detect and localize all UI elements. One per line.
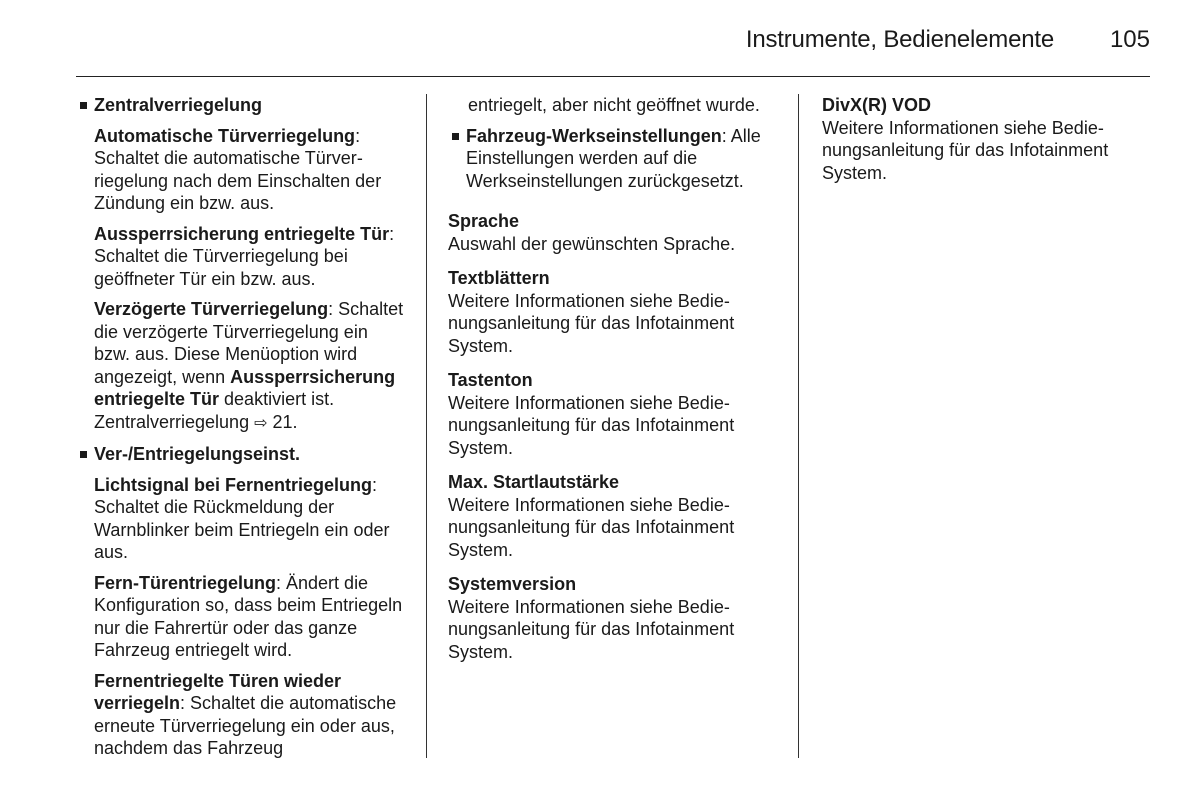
page-reference-arrow-icon: ⇨ — [254, 414, 268, 432]
section-text: Weitere Informationen siehe Bedienungsanleitung für das Infotainment System. — [448, 494, 735, 560]
section-max-startlautstaerke — [448, 471, 784, 561]
column-2 — [448, 94, 784, 675]
option-description: : Schaltet die Türverriegelung bei geöffneter Tür ein bzw. aus. — [94, 223, 395, 289]
section-textblaettern — [448, 267, 784, 357]
section-sprache — [448, 210, 784, 255]
section-text: Weitere Informationen siehe Bedienungsanleitung für das Infotainment System. — [448, 596, 735, 662]
column-divider-1 — [426, 94, 427, 758]
option-term-inline: Aussperrsicherung entriegelte Tür — [94, 366, 396, 409]
column-3 — [822, 94, 1162, 196]
option-lichtsignal — [76, 474, 408, 564]
option-description: : Schaltet die Rückmeldung der Warnblinker beim Entriegeln ein oder aus. — [94, 474, 390, 562]
option-term: Aussperrsicherung entriegelte Tür — [94, 223, 390, 244]
section-text: Weitere Informationen siehe Bedienungsanleitung für das Infotainment System. — [448, 392, 735, 458]
option-fern-tuerentriegelung — [76, 572, 408, 662]
option-term: Fern-Türentriegelung — [94, 572, 277, 593]
bullet-heading: Zentralverriegelung — [94, 95, 263, 115]
page-number: 105 — [1109, 26, 1150, 53]
section-text: Weitere Informationen siehe Bedienungsanleitung für das Infotainment System. — [822, 117, 1109, 183]
option-description: : Schaltet die verzögerte Türverriegelung ein bzw. aus. Diese Menüoption wird angezeigt, wenn — [94, 299, 404, 387]
section-text: Auswahl der gewünschten Sprache. — [448, 233, 736, 254]
option-verzoegerte-tuerverriegelung — [76, 298, 408, 435]
section-text: Weitere Informationen siehe Bedienungsanleitung für das Infotainment System. — [448, 290, 735, 356]
option-term: Fernentriegelte Türen wieder verriegeln — [94, 670, 342, 713]
bullet-description: : Alle Einstellungen werden auf die Werkseinstellungen zurückgesetzt. — [466, 125, 761, 191]
section-tastenton — [448, 369, 784, 459]
option-term: Verzögerte Türverriegelung — [94, 299, 329, 319]
option-term: Lichtsignal bei Fernentriegelung — [94, 474, 373, 495]
section-title: Sprache — [448, 211, 520, 231]
column-1 — [76, 94, 408, 768]
page-title: Instrumente, Bedienelemente — [745, 26, 1054, 53]
section-divx-vod — [822, 94, 1162, 184]
option-description: : Schaltet die automatische erneute Türverriegelung ein oder aus, nachdem das Fahrzeug — [94, 693, 397, 758]
bullet-fahrzeug-werkseinstellungen — [448, 125, 784, 193]
bullet-square-icon — [80, 451, 87, 458]
option-aussperrsicherung — [76, 223, 408, 291]
option-description-cont: deaktiviert ist. Zentralverriegelung — [94, 389, 335, 432]
option-term: Automatische Türverriegelung — [94, 125, 356, 146]
bullet-zentralverriegelung — [76, 94, 408, 117]
section-title: Tastenton — [448, 370, 533, 390]
page-header — [76, 0, 1150, 77]
bullet-heading: Ver-/Entriegelungseinst. — [94, 444, 301, 464]
bullet-square-icon — [80, 102, 87, 109]
page-reference: 21. — [272, 411, 298, 432]
section-title: DivX(R) VOD — [822, 95, 932, 115]
option-automatische-tuerverriegelung — [76, 125, 408, 215]
section-title: Systemversion — [448, 574, 577, 594]
option-fernentriegelte-tueren — [76, 670, 408, 760]
continued-text: entriegelt, aber nicht geöffnet wurde. — [468, 95, 760, 115]
bullet-ver-entriegelungseinst — [76, 443, 408, 466]
option-description: : Ändert die Konfiguration so, dass beim Entriegeln nur die Fahrertür oder das ganze Fahrzeug entriegelt wird. — [94, 572, 403, 660]
section-systemversion — [448, 573, 784, 663]
section-title: Max. Startlautstärke — [448, 472, 620, 492]
option-description: : Schaltet die automatische Türverriegelung nach dem Einschalten der Zündung ein bzw. aus. — [94, 125, 382, 213]
bullet-heading: Fahrzeug-Werkseinstellungen — [466, 125, 722, 146]
bullet-square-icon — [452, 133, 459, 140]
section-title: Textblättern — [448, 268, 550, 288]
column-divider-2 — [798, 94, 799, 758]
